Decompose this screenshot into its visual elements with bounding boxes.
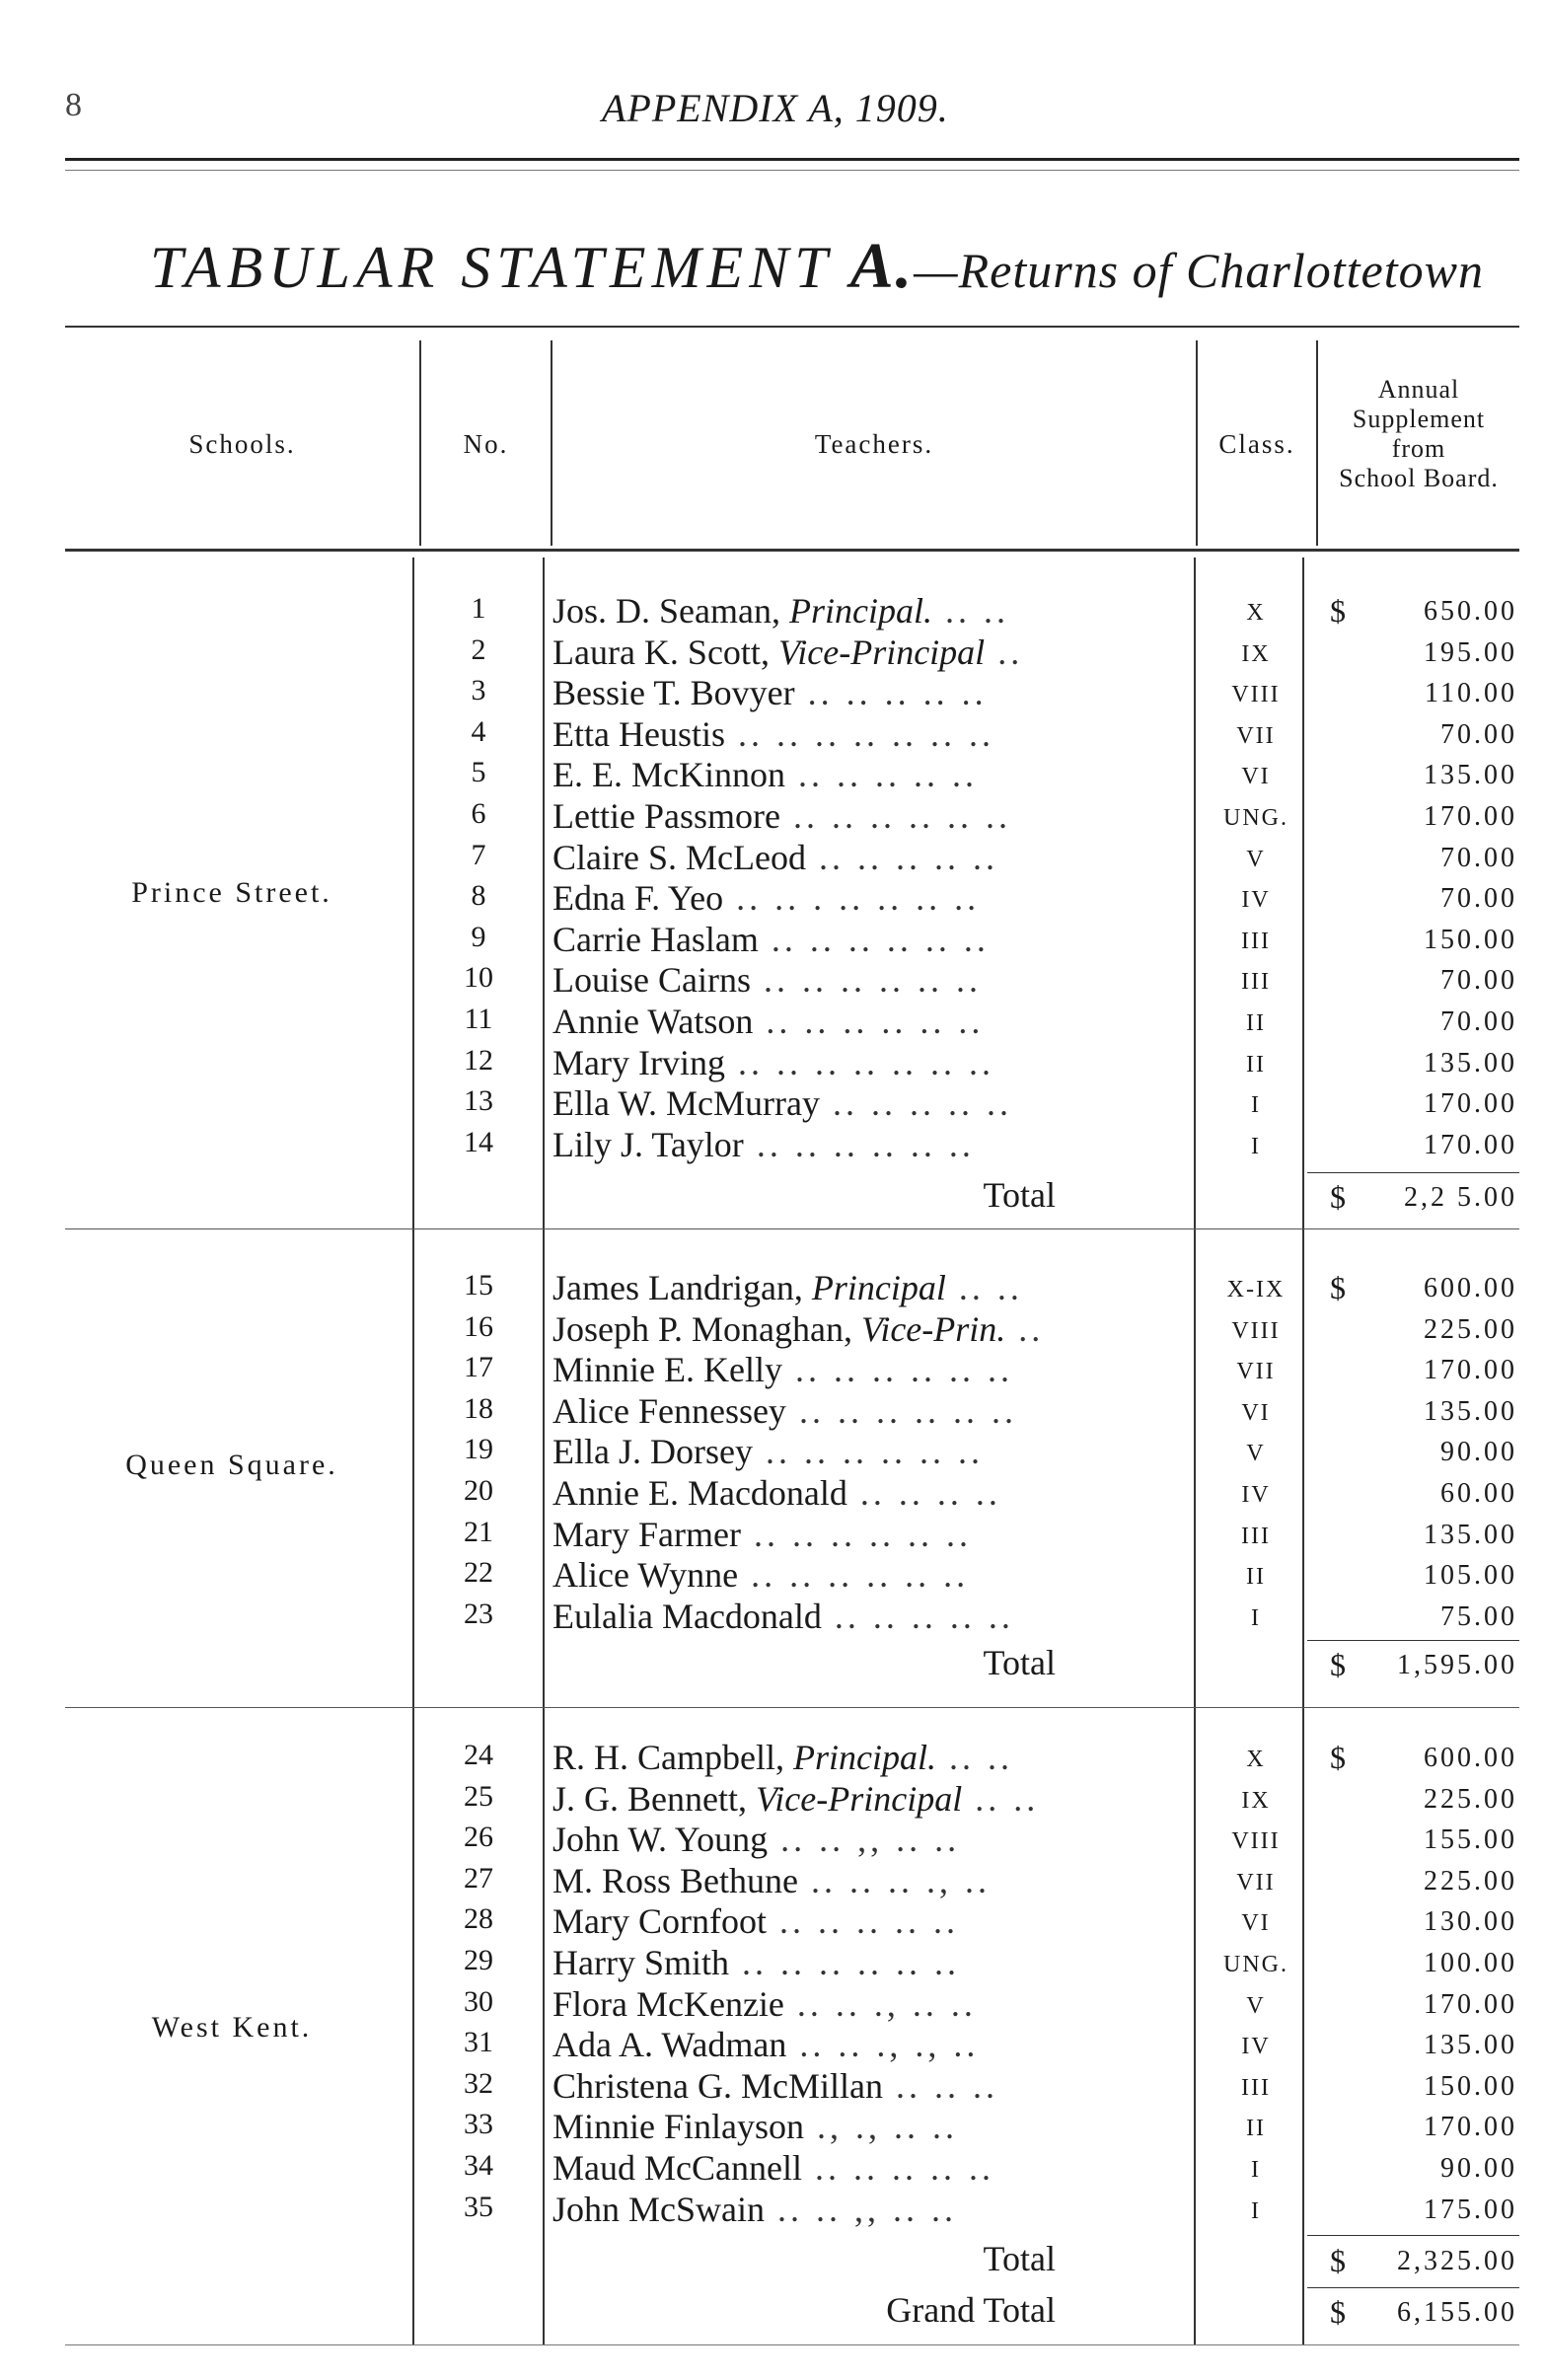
class-grade: VIII <box>1231 682 1281 708</box>
leader-dots: .. .. .. .. .. .. <box>781 1350 1013 1390</box>
bottom-rule <box>65 2344 1519 2345</box>
teacher-name-cell <box>552 713 1194 755</box>
teacher-name: Annie E. Macdonald <box>552 1473 847 1513</box>
leader-dots: .. .. .. .. .. <box>821 1596 1014 1636</box>
table-row <box>0 1514 1545 1555</box>
amount-value: 70.00 <box>1440 842 1517 873</box>
teacher-name: E. E. McKinnon <box>552 755 785 795</box>
table-row <box>0 1596 1545 1637</box>
row-number: 2 <box>471 632 486 666</box>
teacher-name-cell <box>552 2065 1194 2107</box>
table-row <box>0 632 1545 673</box>
row-number: 14 <box>464 1125 493 1158</box>
row-number: 7 <box>471 838 486 871</box>
class-grade: VI <box>1241 1399 1271 1426</box>
class-grade: UNG. <box>1223 1952 1288 1977</box>
teacher-name-cell <box>552 1390 1194 1432</box>
row-number: 8 <box>471 879 486 913</box>
teacher-name: Joseph P. Monaghan, <box>552 1308 852 1349</box>
teacher-role: Vice-Prin. <box>861 1308 1006 1349</box>
class-grade: III <box>1241 2074 1271 2101</box>
class-grade: X <box>1246 1747 1266 1772</box>
teacher-name: Christena G. McMillan <box>552 2065 883 2106</box>
amount-value: 650.00 <box>1424 596 1517 627</box>
teacher-name: J. G. Bennett, <box>552 1778 747 1819</box>
total-label: Total <box>983 1643 1056 1682</box>
leader-dots: .. .. .. .. .. .. <box>785 1390 1017 1431</box>
class-grade: III <box>1241 1523 1271 1549</box>
teacher-name-cell <box>552 1308 1194 1350</box>
leader-dots: .. .. .. .. .. .. <box>738 1555 970 1596</box>
leader-dots: .. <box>985 632 1024 672</box>
table-row <box>0 1267 1545 1308</box>
table-row <box>0 1737 1545 1778</box>
teacher-name: Edna F. Yeo <box>552 878 724 919</box>
teacher-name-cell <box>552 1900 1194 1942</box>
teacher-name-cell <box>552 1124 1194 1165</box>
dollar-sign: $ <box>1330 593 1349 629</box>
teacher-name-cell <box>552 1001 1194 1042</box>
table-row <box>0 795 1545 837</box>
class-grade: III <box>1241 969 1271 996</box>
row-number: 11 <box>464 1003 493 1035</box>
header-rule <box>65 158 1519 161</box>
table-row <box>0 713 1545 755</box>
total-label: Total <box>983 1175 1056 1215</box>
col-header-schools: Schools. <box>188 429 296 459</box>
class-grade: IV <box>1241 2034 1271 2060</box>
leader-dots: .. <box>1005 1308 1045 1349</box>
teacher-name: Minnie Finlayson <box>552 2107 805 2147</box>
teacher-name: Eulalia Macdonald <box>552 1596 822 1636</box>
amount-value: 135.00 <box>1424 1519 1517 1550</box>
teacher-name: Mary Farmer <box>552 1514 741 1554</box>
table-row <box>0 2147 1545 2189</box>
title-part2: —Returns of Charlottetown <box>914 243 1484 298</box>
teacher-name: James Landrigan, <box>552 1268 803 1307</box>
teacher-name-cell <box>552 2024 1194 2065</box>
teacher-name-cell <box>552 632 1194 673</box>
row-number: 9 <box>471 920 486 953</box>
teacher-name: Carrie Haslam <box>552 919 759 959</box>
teacher-name: Ella J. Dorsey <box>552 1432 753 1472</box>
total-value: 2,2 5.00 <box>1404 1182 1517 1213</box>
group-rule <box>65 1707 1519 1708</box>
amount-value: 70.00 <box>1440 965 1517 997</box>
teacher-name: Lettie Passmore <box>552 796 780 836</box>
row-number: 35 <box>464 2190 493 2223</box>
leader-dots: .. .. ,, .. .. <box>765 2189 957 2229</box>
amount-value: 135.00 <box>1424 760 1517 791</box>
teacher-name-cell <box>552 2189 1194 2230</box>
class-grade: I <box>1251 1092 1261 1119</box>
teacher-role: Principal. <box>792 1738 936 1777</box>
table-header-rule <box>65 549 1519 552</box>
class-grade: VII <box>1236 1359 1276 1385</box>
teacher-name-cell <box>552 1431 1194 1472</box>
table-row <box>0 1124 1545 1165</box>
table-top-rule <box>65 326 1519 328</box>
teacher-name-cell <box>552 1983 1194 2025</box>
class-grade: VI <box>1241 1910 1271 1937</box>
total-value: 2,325.00 <box>1397 2246 1517 2276</box>
teacher-name: Jos. D. Seaman, <box>552 591 780 631</box>
class-grade: VIII <box>1231 1317 1281 1344</box>
leader-dots: .. .. .. .. .. <box>794 673 988 713</box>
class-grade: I <box>1251 1604 1261 1631</box>
amount-value: 600.00 <box>1424 1273 1517 1303</box>
teacher-name: Annie Watson <box>552 1002 754 1041</box>
leader-dots: .. .. .. .. <box>846 1473 1001 1513</box>
teacher-name: R. H. Campbell, <box>552 1738 784 1777</box>
title-part1: TABULAR STATEMENT <box>150 235 834 300</box>
col-header-no: No. <box>463 429 509 459</box>
class-grade: II <box>1246 1051 1266 1078</box>
row-number: 24 <box>464 1739 493 1771</box>
leader-dots: ., ., .. .. <box>804 2107 959 2147</box>
table-row <box>0 837 1545 878</box>
leader-dots: .. .. <box>962 1778 1040 1819</box>
class-grade: V <box>1246 1992 1266 2019</box>
amount-value: 90.00 <box>1440 1437 1517 1468</box>
class-grade: VI <box>1241 764 1271 790</box>
row-number: 19 <box>464 1433 493 1466</box>
table-row <box>0 919 1545 960</box>
total-value: 1,595.00 <box>1397 1650 1517 1680</box>
teacher-name-cell <box>552 1942 1194 1983</box>
table-row <box>0 1001 1545 1042</box>
row-number: 33 <box>464 2108 493 2141</box>
teacher-name-cell <box>552 919 1194 960</box>
leader-dots: .. .. .. .. .. <box>801 2148 994 2188</box>
class-grade: IV <box>1241 887 1271 914</box>
row-number: 6 <box>471 797 486 830</box>
amount-value: 170.00 <box>1424 2112 1517 2143</box>
amount-value: 170.00 <box>1424 1088 1517 1120</box>
class-grade: IV <box>1241 1482 1271 1508</box>
class-grade: X <box>1246 600 1266 626</box>
teacher-name: Harry Smith <box>552 1943 729 1982</box>
grand-total-value: 6,155.00 <box>1397 2297 1517 2328</box>
table-row <box>0 2065 1545 2107</box>
class-grade: VIII <box>1231 1828 1281 1855</box>
teacher-role: Principal. <box>788 591 932 631</box>
teacher-name: Claire S. McLeod <box>552 837 806 877</box>
class-grade: II <box>1246 1564 1266 1591</box>
leader-dots: .. .. <box>931 591 1009 631</box>
table-row <box>0 1431 1545 1472</box>
amount-value: 135.00 <box>1424 2030 1517 2061</box>
total-label: Total <box>983 2239 1056 2278</box>
amount-value: 170.00 <box>1424 1355 1517 1386</box>
teacher-name: Alice Fennessey <box>552 1390 786 1431</box>
teacher-name-cell <box>552 672 1194 713</box>
teacher-name-cell <box>552 1737 1194 1778</box>
row-number: 3 <box>471 674 486 707</box>
teacher-name: Minnie E. Kelly <box>552 1350 782 1390</box>
leader-dots: .. .. <box>945 1268 1023 1307</box>
leader-dots: .. .. .. .. .. <box>766 1901 959 1942</box>
leader-dots: .. .. .. .. .. .. .. <box>724 1042 994 1082</box>
leader-dots: .. .. . .. .. .. .. <box>723 878 981 919</box>
running-title: APPENDIX A, 1909. <box>602 86 949 130</box>
teacher-name-cell <box>552 1082 1194 1124</box>
row-number: 34 <box>464 2149 493 2182</box>
amount-value: 130.00 <box>1424 1906 1517 1938</box>
teacher-name-cell <box>552 1860 1194 1901</box>
table-row <box>0 1042 1545 1083</box>
teacher-role: Vice-Principal <box>755 1778 963 1819</box>
grand-total-label: Grand Total <box>886 2290 1056 2330</box>
row-number: 29 <box>464 1944 493 1976</box>
teacher-name-cell <box>552 837 1194 878</box>
total-rule <box>1307 2287 1519 2288</box>
row-number: 16 <box>464 1309 493 1343</box>
teacher-name: Bessie T. Bovyer <box>552 673 795 713</box>
dollar-sign: $ <box>1330 1647 1349 1682</box>
teacher-name: John McSwain <box>552 2189 765 2229</box>
table-row <box>0 877 1545 919</box>
leader-dots: .. .. ., ., .. <box>786 2025 980 2065</box>
table-row <box>0 1082 1545 1124</box>
row-number: 23 <box>464 1597 493 1630</box>
teacher-name: Maud McCannell <box>552 2148 802 2188</box>
table-row <box>0 1308 1545 1350</box>
teacher-name-cell <box>552 1042 1194 1083</box>
row-number: 26 <box>464 1821 493 1854</box>
teacher-name: John W. Young <box>552 1820 769 1860</box>
page-number: 8 <box>65 87 82 123</box>
row-number: 18 <box>464 1391 493 1425</box>
amount-value: 70.00 <box>1440 718 1517 750</box>
table-row <box>0 1983 1545 2025</box>
row-number: 21 <box>464 1515 493 1548</box>
class-grade: III <box>1241 928 1271 954</box>
table-row <box>0 1390 1545 1432</box>
leader-dots: .. .. .. .. .. .. <box>752 1432 984 1472</box>
class-grade: I <box>1251 1133 1261 1159</box>
amount-value: 170.00 <box>1424 801 1517 832</box>
amount-value: 100.00 <box>1424 1948 1517 1978</box>
table-row <box>0 672 1545 713</box>
class-grade: II <box>1246 1010 1266 1036</box>
leader-dots: .. .. .. ., .. <box>798 1860 992 1900</box>
dollar-sign: $ <box>1330 1179 1349 1215</box>
row-number: 10 <box>464 961 493 995</box>
class-grade: V <box>1246 846 1266 872</box>
row-number: 13 <box>464 1084 493 1118</box>
teacher-name: Mary Cornfoot <box>552 1901 767 1942</box>
col-header-teachers: Teachers. <box>814 429 934 459</box>
table-title <box>150 229 1484 304</box>
dollar-sign: $ <box>1330 2243 1349 2278</box>
total-rule <box>1307 2235 1519 2236</box>
row-number: 30 <box>464 1984 493 2018</box>
teacher-name: Ada A. Wadman <box>552 2025 787 2065</box>
row-number: 31 <box>464 2026 493 2059</box>
class-grade: IX <box>1241 1787 1271 1814</box>
teacher-name-cell <box>552 795 1194 837</box>
class-grade: UNG. <box>1223 805 1288 831</box>
table-row <box>0 1860 1545 1901</box>
table-row <box>0 1942 1545 1983</box>
row-number: 27 <box>464 1861 493 1895</box>
amount-value: 225.00 <box>1424 1783 1517 1815</box>
table-row <box>0 590 1545 632</box>
table-row <box>0 2024 1545 2065</box>
row-number: 17 <box>464 1351 493 1384</box>
amount-value: 155.00 <box>1424 1824 1517 1856</box>
table-row <box>0 2189 1545 2230</box>
leader-dots: .. .. <box>935 1738 1013 1777</box>
leader-dots: .. .. .. .. .. .. <box>753 1002 985 1041</box>
teacher-name-cell <box>552 1819 1194 1860</box>
table-row <box>0 1472 1545 1514</box>
table-row <box>0 1819 1545 1860</box>
leader-dots: .. .. .. .. .. <box>805 837 998 877</box>
teacher-name-cell <box>552 1349 1194 1390</box>
teacher-name: Alice Wynne <box>552 1555 739 1596</box>
header-rule-thin <box>65 170 1519 171</box>
row-number: 32 <box>464 2066 493 2100</box>
leader-dots: .. .. .. .. .. .. <box>728 1943 960 1982</box>
amount-value: 170.00 <box>1424 1988 1517 2020</box>
table-row <box>0 754 1545 795</box>
row-number: 20 <box>464 1474 493 1507</box>
row-number: 12 <box>464 1043 493 1077</box>
class-grade: VII <box>1236 722 1276 749</box>
row-number: 1 <box>471 592 486 625</box>
teacher-name-cell <box>552 754 1194 795</box>
dollar-sign: $ <box>1330 1740 1349 1775</box>
leader-dots: .. .. .. <box>882 2065 998 2106</box>
total-rule <box>1307 1172 1519 1173</box>
teacher-name: Laura K. Scott, <box>552 632 770 672</box>
amount-value: 90.00 <box>1440 2153 1517 2184</box>
class-grade: IX <box>1241 640 1271 667</box>
dollar-sign: $ <box>1330 2294 1349 2330</box>
row-number: 28 <box>464 1902 493 1936</box>
row-number: 15 <box>464 1269 493 1302</box>
teacher-name-cell <box>552 2106 1194 2147</box>
teacher-name-cell <box>552 1554 1194 1596</box>
class-grade: VII <box>1236 1869 1276 1896</box>
amount-value: 175.00 <box>1424 2194 1517 2225</box>
amount-value: 195.00 <box>1424 636 1517 668</box>
leader-dots: .. .. .. .. .. .. .. <box>724 713 994 754</box>
teacher-name: Mary Irving <box>552 1042 725 1082</box>
leader-dots: .. .. .. .. .. .. <box>740 1514 972 1554</box>
total-rule <box>1307 1640 1519 1641</box>
group-rule <box>65 1228 1519 1229</box>
leader-dots: .. .. ,, .. .. <box>768 1820 961 1860</box>
table-row <box>0 959 1545 1001</box>
col-header-supplement: Annual Supplement from School Board. <box>1339 375 1499 492</box>
teacher-name-cell <box>552 1596 1194 1637</box>
teacher-name: Ella W. McMurray <box>552 1083 820 1124</box>
teacher-name-cell <box>552 877 1194 919</box>
amount-value: 225.00 <box>1424 1865 1517 1897</box>
leader-dots: .. .. .. .. .. .. <box>750 960 982 1001</box>
leader-dots: .. .. .. .. .. .. <box>743 1124 975 1164</box>
teacher-name-cell <box>552 1472 1194 1514</box>
class-grade: I <box>1251 2157 1261 2183</box>
amount-value: 110.00 <box>1425 678 1517 709</box>
teacher-name-cell <box>552 590 1194 632</box>
amount-value: 135.00 <box>1424 1395 1517 1427</box>
row-number: 22 <box>464 1556 493 1590</box>
teacher-name-cell <box>552 1514 1194 1555</box>
amount-value: 75.00 <box>1440 1600 1517 1632</box>
amount-value: 225.00 <box>1424 1313 1517 1345</box>
table-row <box>0 2106 1545 2147</box>
class-grade: II <box>1246 2116 1266 2142</box>
leader-dots: .. .. .. .. .. .. <box>779 796 1011 836</box>
school-name-west-kent: West Kent. <box>151 2011 313 2044</box>
table-row <box>0 1349 1545 1390</box>
school-name-queen-square: Queen Square. <box>125 1449 338 1481</box>
teacher-name: M. Ross Bethune <box>552 1860 799 1900</box>
school-name-prince-street: Prince Street. <box>131 876 332 909</box>
table-row <box>0 1554 1545 1596</box>
amount-value: 70.00 <box>1440 883 1517 915</box>
leader-dots: .. .. .. .. .. <box>784 755 978 795</box>
row-number: 4 <box>471 714 486 748</box>
row-number: 5 <box>471 756 486 789</box>
class-grade: V <box>1246 1441 1266 1467</box>
leader-dots: .. .. ., .. .. <box>783 1983 977 2024</box>
title-letter: A. <box>849 230 915 302</box>
teacher-name-cell <box>552 959 1194 1001</box>
teacher-name: Flora McKenzie <box>552 1983 784 2024</box>
teacher-name: Louise Cairns <box>552 960 751 1001</box>
teacher-role: Principal <box>811 1268 946 1307</box>
class-grade: X-IX <box>1226 1277 1286 1302</box>
row-number: 25 <box>464 1779 493 1813</box>
amount-value: 170.00 <box>1424 1129 1517 1160</box>
amount-value: 600.00 <box>1424 1743 1517 1773</box>
dollar-sign: $ <box>1330 1270 1349 1305</box>
teacher-name: Lily J. Taylor <box>552 1124 744 1164</box>
teacher-role: Vice-Principal <box>777 632 986 672</box>
amount-value: 135.00 <box>1424 1047 1517 1078</box>
amount-value: 70.00 <box>1440 1006 1517 1037</box>
teacher-name-cell <box>552 2147 1194 2189</box>
teacher-name-cell <box>552 1267 1194 1308</box>
amount-value: 60.00 <box>1440 1478 1517 1509</box>
table-row <box>0 1900 1545 1942</box>
table-row <box>0 1778 1545 1820</box>
amount-value: 150.00 <box>1424 2070 1517 2102</box>
teacher-name: Etta Heustis <box>552 713 725 754</box>
leader-dots: .. .. .. .. .. <box>819 1083 1012 1124</box>
col-header-class: Class. <box>1218 429 1295 459</box>
leader-dots: .. .. .. .. .. .. <box>758 919 990 959</box>
amount-value: 150.00 <box>1424 924 1517 955</box>
teacher-name-cell <box>552 1778 1194 1820</box>
class-grade: I <box>1251 2197 1261 2224</box>
amount-value: 105.00 <box>1424 1560 1517 1592</box>
